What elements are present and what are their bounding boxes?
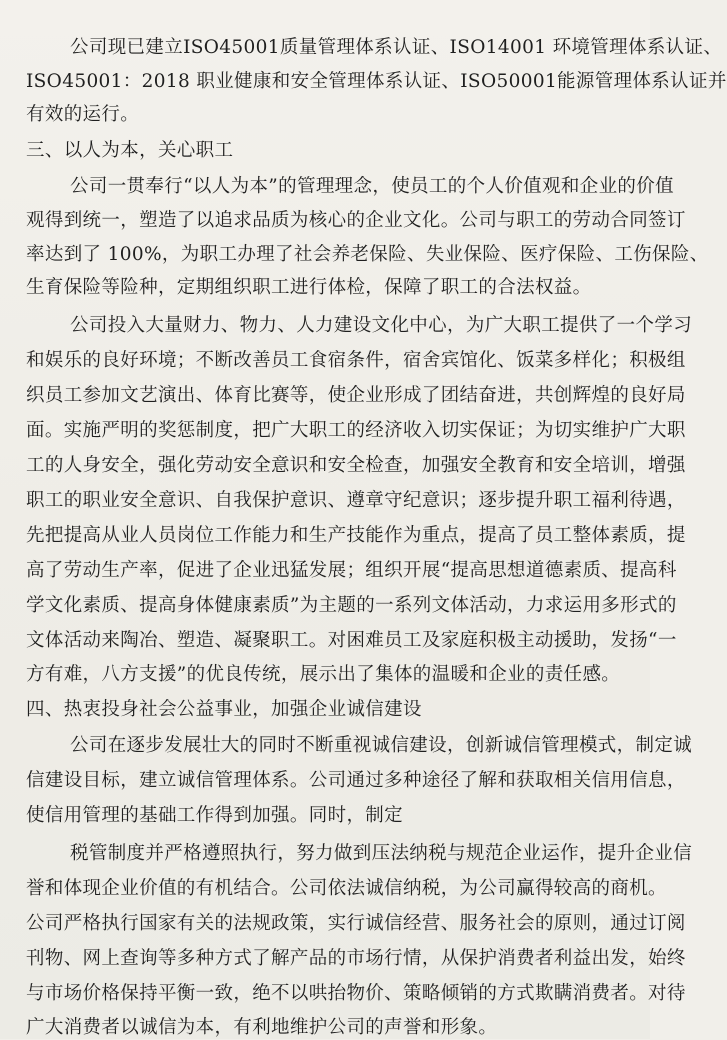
text-line: 学文化素质、提高身体健康素质”为主题的一系列文体活动，力求运用多形式的 xyxy=(26,595,677,616)
text-line: ISO45001：2018 职业健康和安全管理体系认证、ISO50001能源管理体系认证并 xyxy=(26,71,727,92)
text-line: 工的人身安全，强化劳动安全意识和安全检查，加强安全教育和安全培训，增强 xyxy=(26,455,686,476)
text-line: 生育保险等险种，定期组织职工进行体检，保障了职工的合法权益。 xyxy=(26,277,592,298)
text-line: 率达到了 100%，为职工办理了社会养老保险、失业保险、医疗保险、工伤保险、 xyxy=(26,244,709,265)
text-line: 高了劳动生产率，促进了企业迅猛发展；组织开展“提高思想道德素质、提高科 xyxy=(26,560,677,581)
text-line: 税管制度并严格遵照执行，努力做到压法纳税与规范企业运作，提升企业信 xyxy=(70,843,693,864)
text-line: 与市场价格保持平衡一致，绝不以哄抬物价、策略倾销的方式欺瞒消费者。对待 xyxy=(26,983,686,1004)
section-heading: 三、以人为本，关心职工 xyxy=(26,140,234,161)
text-line: 公司投入大量财力、物力、人力建设文化中心，为广大职工提供了一个学习 xyxy=(70,315,693,336)
text-line: 公司一贯奉行“以人为本”的管理理念，使员工的个人价值观和企业的价值 xyxy=(70,176,674,197)
text-line: 有效的运行。 xyxy=(26,104,140,125)
text-line: 使信用管理的基础工作得到加强。同时，制定 xyxy=(26,805,404,826)
text-line: 面。实施严明的奖惩制度，把广大职工的经济收入切实保证；为切实维护广大职 xyxy=(26,420,686,441)
text-line: 和娱乐的良好环境；不断改善员工食宿条件，宿舍宾馆化、饭菜多样化；积极组 xyxy=(26,350,686,371)
text-line: 文体活动来陶冶、塑造、凝聚职工。对困难员工及家庭积极主动援助，发扬“一 xyxy=(26,630,677,651)
text-line: 职工的职业安全意识、自我保护意识、遵章守纪意识；逐步提升职工福利待遇， xyxy=(26,490,686,511)
text-line: 先把提高从业人员岗位工作能力和生产技能作为重点，提高了员工整体素质，提 xyxy=(26,525,686,546)
text-line: 信建设目标，建立诚信管理体系。公司通过多种途径了解和获取相关信用信息， xyxy=(26,770,686,791)
text-line: 观得到统一，塑造了以追求品质为核心的企业文化。公司与职工的劳动合同签订 xyxy=(26,210,686,231)
section-heading: 四、热衷投身社会公益事业，加强企业诚信建设 xyxy=(26,699,422,720)
text-line: 广大消费者以诚信为本，有利地维护公司的声誉和形象。 xyxy=(26,1017,498,1038)
text-line: 誉和体现企业价值的有机结合。公司依法诚信纳税，为公司赢得较高的商机。 xyxy=(26,878,667,899)
text-line: 刊物、网上查询等多种方式了解产品的市场行情，从保护消费者利益出发，始终 xyxy=(26,948,686,969)
text-line: 方有难，八方支援”的优良传统，展示出了集体的温暖和企业的责任感。 xyxy=(26,664,621,685)
text-line: 公司现已建立ISO45001质量管理体系认证、ISO14001 环境管理体系认证、 xyxy=(70,37,723,58)
text-line: 公司在逐步发展壮大的同时不断重视诚信建设，创新诚信管理模式，制定诚 xyxy=(70,735,693,756)
text-line: 公司严格执行国家有关的法规政策，实行诚信经营、服务社会的原则，通过订阅 xyxy=(26,913,686,934)
text-line: 织员工参加文艺演出、体育比赛等，使企业形成了团结奋进，共创辉煌的良好局 xyxy=(26,385,686,406)
